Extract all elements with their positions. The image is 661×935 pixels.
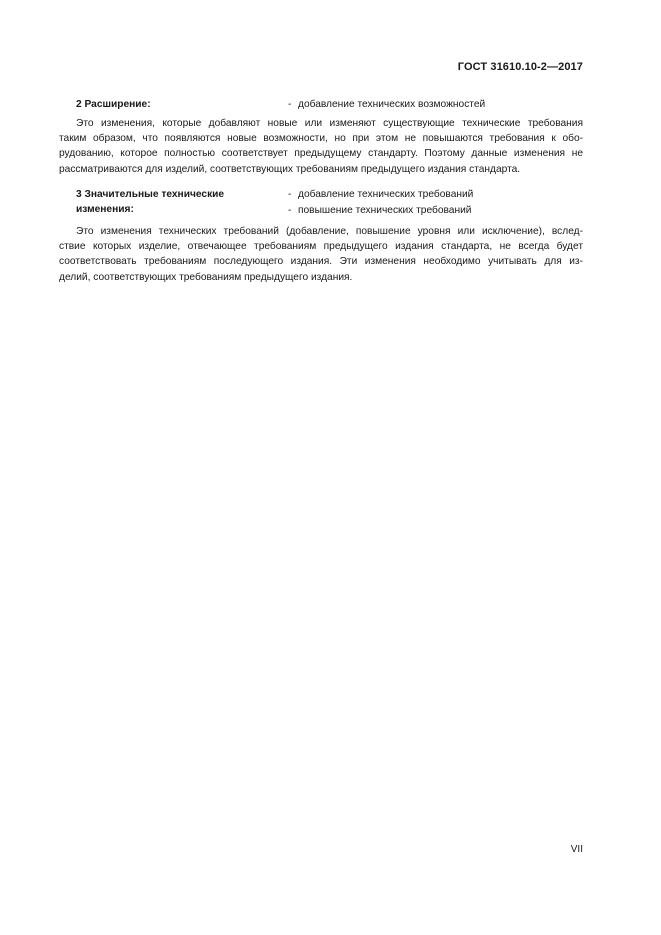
section-title-line: 3 Значительные технические (76, 189, 225, 200)
section-significant-changes (59, 187, 583, 285)
bullet-item (288, 203, 473, 219)
section-extension (59, 97, 583, 177)
paragraph-extension (59, 116, 583, 177)
paragraph-significant (59, 224, 583, 285)
paragraph-line: рудованию, которое полностью соответствует предыдущему стандарту. Поэтому данные изменения не (59, 148, 583, 160)
document-id-header: ГОСТ 31610.10-2—2017 (457, 61, 583, 73)
section-title-significant (76, 187, 224, 217)
bullet-dash: - (288, 189, 292, 200)
page-number: VII (570, 844, 583, 855)
paragraph-line: Это изменения технических требований (добавление, повышение уровня или исключение), вслед- (76, 226, 583, 237)
bullet-text: добавление технических требований (298, 189, 474, 200)
paragraph-line: ствие которых изделие, отвечающее требованиям предыдущего издания стандарта, не всегда будет (59, 241, 583, 253)
paragraph-line: соответствовать требованиям последующего издания. Эти изменения необходимо учитывать для из- (59, 256, 583, 268)
paragraph-line: таким образом, что появляются новые возможности, но при этом не повышаются требования к обо- (59, 133, 583, 145)
bullet-dash: - (288, 205, 292, 216)
bullet-dash: - (288, 99, 292, 110)
bullet-item (288, 97, 485, 113)
bullet-item (288, 187, 473, 203)
paragraph-line: делий, соответствующих требованиям предыдущего издания. (59, 271, 353, 283)
bullet-list-significant (288, 187, 473, 219)
paragraph-line: Это изменения, которые добавляют новые или изменяют существующие технические требования (76, 118, 583, 129)
term-row-extension (59, 97, 583, 112)
section-title-extension: 2 Расширение: (76, 99, 151, 110)
bullet-list-extension (288, 97, 485, 113)
paragraph-line: рассматриваются для изделий, соответствующих требованиям предыдущего издания стандарта. (59, 163, 521, 175)
bullet-text: добавление технических возможностей (298, 99, 486, 110)
term-row-significant (59, 187, 583, 219)
section-title-line: изменения: (76, 204, 134, 216)
bullet-text: повышение технических требований (298, 205, 472, 216)
